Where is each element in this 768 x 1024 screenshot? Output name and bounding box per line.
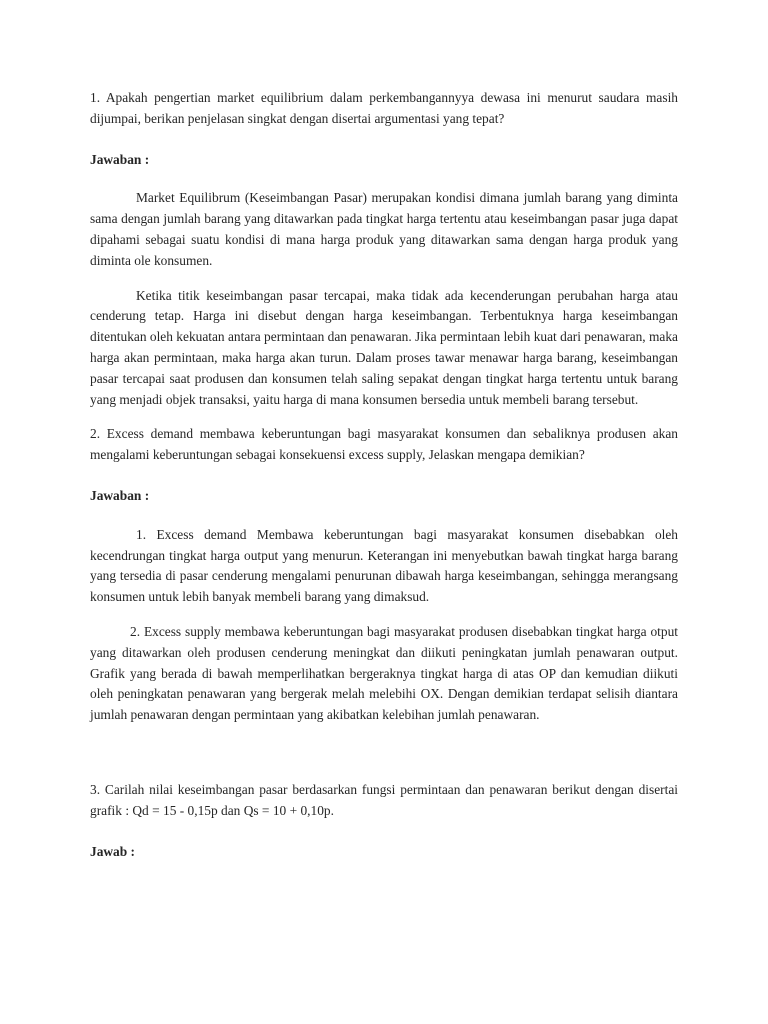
question-1: 1. Apakah pengertian market equilibrium dalam perkembangannyya dewasa ini menurut saudara masih dijumpai, berikan penjelasan singkat dengan disertai argumentasi yang tepat?	[90, 90, 678, 126]
answer-1-paragraph-2: Ketika titik keseimbangan pasar tercapai, maka tidak ada kecenderungan perubahan harga atau cenderung tetap. Harga ini disebut dengan harga keseimbangan. Terbentuknya harga keseimbangan ditentukan oleh kekuatan antara permintaan dan penawaran. Jika permintaan lebih kuat dari penawaran, maka harga akan permintaan, maka harga akan turun. Dalam proses tawar menawar harga barang, keseimbangan pasar tercapai saat produsen dan konsumen telah saling sepakat dengan tingkat harga tertentu untuk barang yang menjadi objek transaksi, yaitu harga di mana konsumen bersedia untuk membeli barang tersebut.	[90, 287, 678, 407]
answer-2-paragraph-1: 1. Excess demand Membawa keberuntungan bagi masyarakat konsumen disebabkan oleh kecendrungan tingkat harga output yang menurun. Keterangan ini menyebutkan bawah tingkat harga barang yang tersedia di pasar cenderung mengalami penurunan dibawah harga keseimbangan, sehingga merangsang konsumen untuk lebih banyak membeli barang yang dimaksud.	[90, 526, 678, 605]
document-page	[90, 88, 678, 862]
answer-2-label: Jawaban :	[90, 487, 150, 503]
answer-2-paragraph-2: 2. Excess supply membawa keberuntungan bagi masyarakat produsen disebabkan tingkat harga otput yang ditawarkan oleh produsen cenderung meningkat dan diikuti peningkatan jumlah penawaran output. Grafik yang berada di bawah memperlihatkan bergeraknya tingkat harga di atas OP dan kemudian diikuti oleh peningkatan penawaran yang bergerak melah melebihi OX. Dengan demikian terdapat selisih diantara jumlah penawaran dengan permintaan yang akibatkan kelebihan jumlah penawaran.	[90, 623, 678, 723]
question-2: 2. Excess demand membawa keberuntungan bagi masyarakat konsumen dan sebaliknya produsen akan mengalami keberuntungan sebagai konsekuensi excess supply, Jelaskan mengapa demikian?	[90, 426, 678, 463]
answer-3-label: Jawab :	[90, 843, 136, 859]
answer-1-paragraph-1: Market Equilibrum (Keseimbangan Pasar) merupakan kondisi dimana jumlah barang yang diminta sama dengan jumlah barang yang ditawarkan pada tingkat harga tertentu atau keseimbangan pasar juga dapat dipahami sebagai suatu kondisi di mana harga produk yang ditawarkan sama dengan harga produk yang diminta ole konsumen.	[90, 190, 678, 268]
answer-1-label: Jawaban :	[90, 151, 150, 167]
question-3: 3. Carilah nilai keseimbangan pasar berdasarkan fungsi permintaan dan penawaran berikut dengan disertai grafik : Qd = 15 - 0,15p dan Qs = 10 + 0,10p.	[90, 781, 678, 818]
